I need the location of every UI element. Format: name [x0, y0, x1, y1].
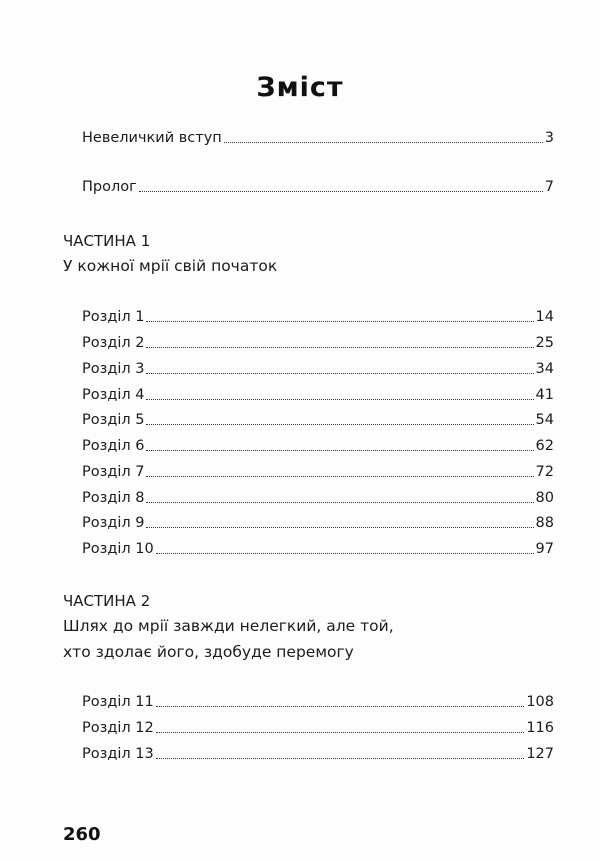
toc-entry-chapter: [82, 334, 554, 352]
page-title: Зміст: [256, 72, 344, 103]
dot-leader: [146, 373, 533, 374]
toc-entry-page: 108: [526, 694, 554, 710]
dot-leader: [156, 706, 525, 707]
toc-entry-label: Розділ 8: [82, 490, 145, 506]
toc-entry-chapter: [82, 360, 554, 378]
toc-entry-label: Розділ 9: [82, 515, 145, 531]
toc-entry-page: 14: [535, 309, 554, 325]
dot-leader: [146, 347, 533, 348]
toc-entry-page: 3: [544, 130, 554, 146]
dot-leader: [156, 553, 534, 554]
toc-entry-intro: [82, 129, 554, 147]
dot-leader: [146, 399, 533, 400]
toc-entry-chapter: [82, 540, 554, 558]
toc-entry-page: 54: [535, 412, 554, 428]
toc-entry-label: Розділ 12: [82, 720, 154, 736]
dot-leader: [139, 191, 543, 192]
toc-entry-page: 34: [535, 361, 554, 377]
toc-entry-chapter: [82, 463, 554, 481]
dot-leader: [146, 502, 533, 503]
toc-entry-label: Розділ 6: [82, 438, 145, 454]
dot-leader: [146, 450, 533, 451]
page-number: 260: [63, 824, 101, 845]
dot-leader: [146, 424, 533, 425]
toc-entry-chapter: [82, 514, 554, 532]
toc-entry-label: Розділ 2: [82, 335, 145, 351]
toc-entry-label: Розділ 1: [82, 309, 145, 325]
toc-entry-label: Розділ 10: [82, 541, 154, 557]
toc-entry-label: Розділ 4: [82, 387, 145, 403]
dot-leader: [146, 527, 533, 528]
toc-entry-page: 127: [526, 746, 554, 762]
toc-entry-chapter: [82, 386, 554, 404]
toc-entry-chapter: [82, 745, 554, 763]
toc-entry-page: 7: [544, 179, 554, 195]
toc-entry-label: Розділ 3: [82, 361, 145, 377]
toc-entry-label: Пролог: [82, 179, 137, 195]
part-heading: ЧАСТИНА 2: [63, 592, 151, 610]
toc-entry-label: Розділ 11: [82, 694, 154, 710]
toc-entry-page: 72: [535, 464, 554, 480]
part-subtitle: У кожної мрії свій початок: [63, 257, 278, 275]
toc-entry-page: 116: [526, 720, 554, 736]
toc-entry-chapter: [82, 308, 554, 326]
toc-entry-prologue: [82, 178, 554, 196]
toc-entry-chapter: [82, 437, 554, 455]
dot-leader: [146, 476, 533, 477]
toc-entry-chapter: [82, 693, 554, 711]
toc-entry-page: 80: [535, 490, 554, 506]
part-subtitle: хто здолає його, здобуде перемогу: [63, 643, 354, 661]
dot-leader: [146, 321, 533, 322]
dot-leader: [156, 732, 525, 733]
toc-entry-page: 62: [535, 438, 554, 454]
toc-entry-page: 97: [535, 541, 554, 557]
dot-leader: [156, 758, 525, 759]
toc-entry-label: Розділ 5: [82, 412, 145, 428]
toc-entry-page: 25: [535, 335, 554, 351]
toc-entry-page: 41: [535, 387, 554, 403]
toc-entry-chapter: [82, 411, 554, 429]
toc-entry-page: 88: [535, 515, 554, 531]
toc-entry-chapter: [82, 719, 554, 737]
dot-leader: [224, 142, 543, 143]
toc-entry-chapter: [82, 489, 554, 507]
toc-entry-label: Розділ 13: [82, 746, 154, 762]
toc-entry-label: Розділ 7: [82, 464, 145, 480]
toc-entry-label: Невеличкий вступ: [82, 130, 222, 146]
part-subtitle: Шлях до мрії завжди нелегкий, але той,: [63, 617, 394, 635]
part-heading: ЧАСТИНА 1: [63, 232, 151, 250]
